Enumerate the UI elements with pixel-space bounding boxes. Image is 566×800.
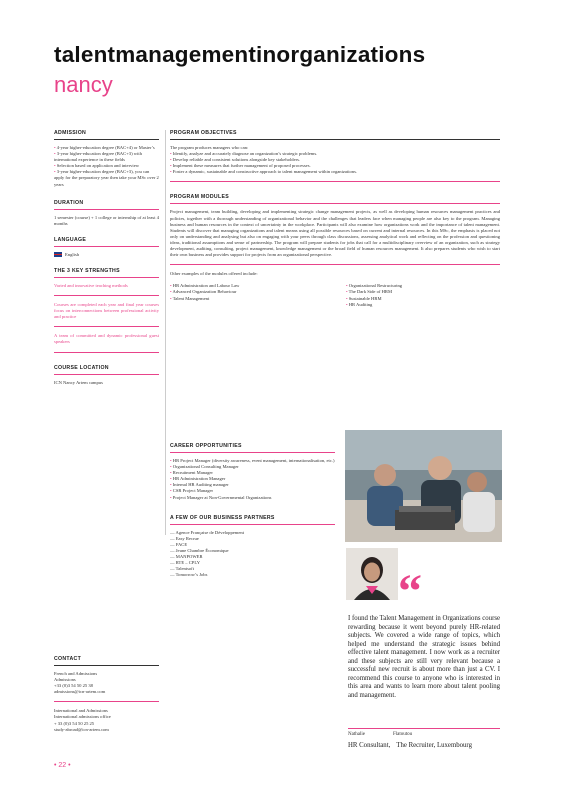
language-label: English xyxy=(65,251,80,257)
company: The Recruiter, Luxembourg xyxy=(396,742,472,749)
list-item: • Organizational Restructuring xyxy=(346,283,500,289)
list-item: • Develop reliable and consistent solutions alongside key stakeholders. xyxy=(170,157,500,163)
divider xyxy=(170,264,500,265)
list-item: — Tomorrow’s Jobs xyxy=(170,572,335,578)
page-number: • 22 • xyxy=(54,762,71,769)
divider xyxy=(54,701,159,702)
modules-other-intro: Other examples of the modules offered include: xyxy=(170,271,258,277)
duration-text: 1 semester (course) + 1 college or internship of at least 4 months xyxy=(54,214,159,226)
objectives-list xyxy=(170,151,500,175)
page-subtitle: nancy xyxy=(54,72,113,97)
testimonial-role xyxy=(348,742,472,749)
list-item: • Advanced Organization Behaviour xyxy=(170,289,334,295)
location-heading: COURSE LOCATION xyxy=(54,365,159,375)
title-word: in xyxy=(256,42,277,67)
careers-section xyxy=(170,443,335,578)
strength-item: A team of committed and dynamic professional guest speakers xyxy=(54,333,159,345)
testimonial-portrait xyxy=(346,548,398,600)
strength-item: Varied and innovative teaching methods xyxy=(54,282,128,288)
list-item: • 3-year higher-education degree (BAC+3) with international experience in these fields xyxy=(54,151,159,163)
list-item: — Easy Recrue xyxy=(170,536,335,542)
students-photo xyxy=(345,430,502,542)
list-item: • CSR Project Manager xyxy=(170,488,335,494)
list-item: • Implement these measures that further management of proposed processes. xyxy=(170,163,500,169)
contact-section xyxy=(54,656,159,733)
list-item: • Recruitment Manager xyxy=(170,470,335,476)
modules-heading: PROGRAM MODULES xyxy=(170,194,500,204)
list-item: • Selection based on application and interview xyxy=(54,163,159,169)
partners-list xyxy=(170,530,335,579)
contact-name: International and Admissions xyxy=(54,708,108,714)
last-name: Flatoutou xyxy=(392,732,413,737)
list-item: • Talent Management xyxy=(170,296,334,302)
language-heading: LANGUAGE xyxy=(54,237,159,247)
modules-text: Project management, team building, developing and implementing strategic change management projects, as well as developing human resources management practices and policies, together with a thorough understanding of organizational behavior and the challenges that leaders face when managing people are also key to the program. Managing business and human resources in the context of uncertainty in the workplace. Participants will also examine how organizations work and the importance of talent management. Students will discover that managing organizations and talent means using all possible resources based on current and internal resources. In this MSc, the emphasis is placed not only on understanding and analysing but also on engaging with your peers through class discussions, assessing analytical work and reflecting on the profession and questioning ideas, traditional assumptions and sense of partnership. The program will prepare students for jobs that call for a multidisciplinary overview of an organization, such as strategy development, auditing, consulting, project management, knowledge management or the broad field of human resources management. It also prepares students who wish to start their own business and provides support for projects from an organizational perspective. xyxy=(170,209,500,258)
list-item: — RTE – CPLY xyxy=(170,560,335,566)
divider xyxy=(348,728,500,729)
title-word: management xyxy=(115,42,257,67)
list-item: — Talentsoft xyxy=(170,566,335,572)
list-item: • HR Auditing xyxy=(346,302,500,308)
uk-flag-icon xyxy=(54,252,62,257)
list-item: • HR Administration and Labour Law xyxy=(170,283,334,289)
modules-list-left xyxy=(170,283,334,307)
modules-lists xyxy=(170,283,500,307)
contact-role: International admissions office xyxy=(54,714,111,720)
modules-list-right xyxy=(346,283,500,307)
column-divider xyxy=(165,130,166,535)
strength-item: Courses are completed each year and final year courses focus on interconnections between professional activity and practice xyxy=(54,302,159,320)
role: HR Consultant, xyxy=(348,742,391,749)
list-item: • Foster a dynamic, sustainable and constructive approach to talent management within organizations. xyxy=(170,169,500,175)
list-item: — FACE xyxy=(170,542,335,548)
quote-icon: “ xyxy=(398,565,422,618)
testimonial-text: I found the Talent Management in Organizations course rewarding because it went beyond purely HR-related subjects. We covered a wide range of topics, which helped me understand the strategic issues behind effective talent management. I now work as a recruiter and these subjects are still very relevant because a successful new recruit is about more than just a CV. I recommend this course to anyone who is interested in this area and wants to learn more about talent pooling and management. xyxy=(348,615,500,699)
list-item: • The Dark Side of HRM xyxy=(346,289,500,295)
contact-heading: CONTACT xyxy=(54,656,159,666)
title-word: talent xyxy=(54,42,116,67)
page-title xyxy=(54,42,424,68)
duration-heading: DURATION xyxy=(54,200,159,210)
divider xyxy=(54,352,159,353)
divider xyxy=(170,181,500,182)
objectives-intro: The program produces managers who can: xyxy=(170,145,249,150)
testimonial-name xyxy=(348,732,412,737)
admission-list xyxy=(54,145,159,188)
divider xyxy=(54,326,159,327)
contact-email[interactable]: study-abroad@icn-artem.com xyxy=(54,726,109,732)
title-word: organizations xyxy=(276,42,426,67)
list-item: • Internal HR Auditing manager xyxy=(170,482,335,488)
list-item: • 3-year higher-education degree (BAC+3), you can apply for the preparatory year then take your MSc over 2 years xyxy=(54,169,159,187)
list-item: — Agence Française de Développement xyxy=(170,530,335,536)
list-item: — Jeune Chambre Économique xyxy=(170,548,335,554)
list-item: • Sustainable HRM xyxy=(346,296,500,302)
list-item: • HR Administration Manager xyxy=(170,476,335,482)
contact-email[interactable]: admissions@icn-artem.com xyxy=(54,689,106,695)
first-name: Nathalie xyxy=(348,732,365,737)
careers-list xyxy=(170,458,335,501)
sidebar xyxy=(54,130,159,386)
partners-heading: A FEW OF OUR BUSINESS PARTNERS xyxy=(170,515,335,525)
list-item: • Organizational Consulting Manager xyxy=(170,464,335,470)
contact-phone: + 33 (0)3 54 50 25 25 xyxy=(54,720,95,726)
divider xyxy=(54,295,159,296)
list-item: • HR Project Manager (diversity awareness, event management, internationalisation, etc.) xyxy=(170,458,335,464)
objectives-heading: PROGRAM OBJECTIVES xyxy=(170,130,500,140)
contact-name: French and Admissions xyxy=(54,671,98,676)
main-content xyxy=(170,130,500,308)
list-item: • Identify, analyze and accurately diagnose an organization’s strategic problems. xyxy=(170,151,500,157)
list-item: • 4-year higher-education degree (BAC+4) or Master’s xyxy=(54,145,159,151)
contact-role: Admissions xyxy=(54,677,76,683)
careers-heading: CAREER OPPORTUNITIES xyxy=(170,443,335,453)
list-item: — MANPOWER xyxy=(170,554,335,560)
contact-phone: +33 (0)3 54 50 25 38 xyxy=(54,683,93,689)
strengths-heading: THE 3 KEY STRENGTHS xyxy=(54,268,159,278)
location-value: ICN Nancy Artem campus xyxy=(54,379,103,385)
admission-heading: ADMISSION xyxy=(54,130,159,140)
list-item: • Project Manager at Non-Governmental Organizations xyxy=(170,495,335,501)
